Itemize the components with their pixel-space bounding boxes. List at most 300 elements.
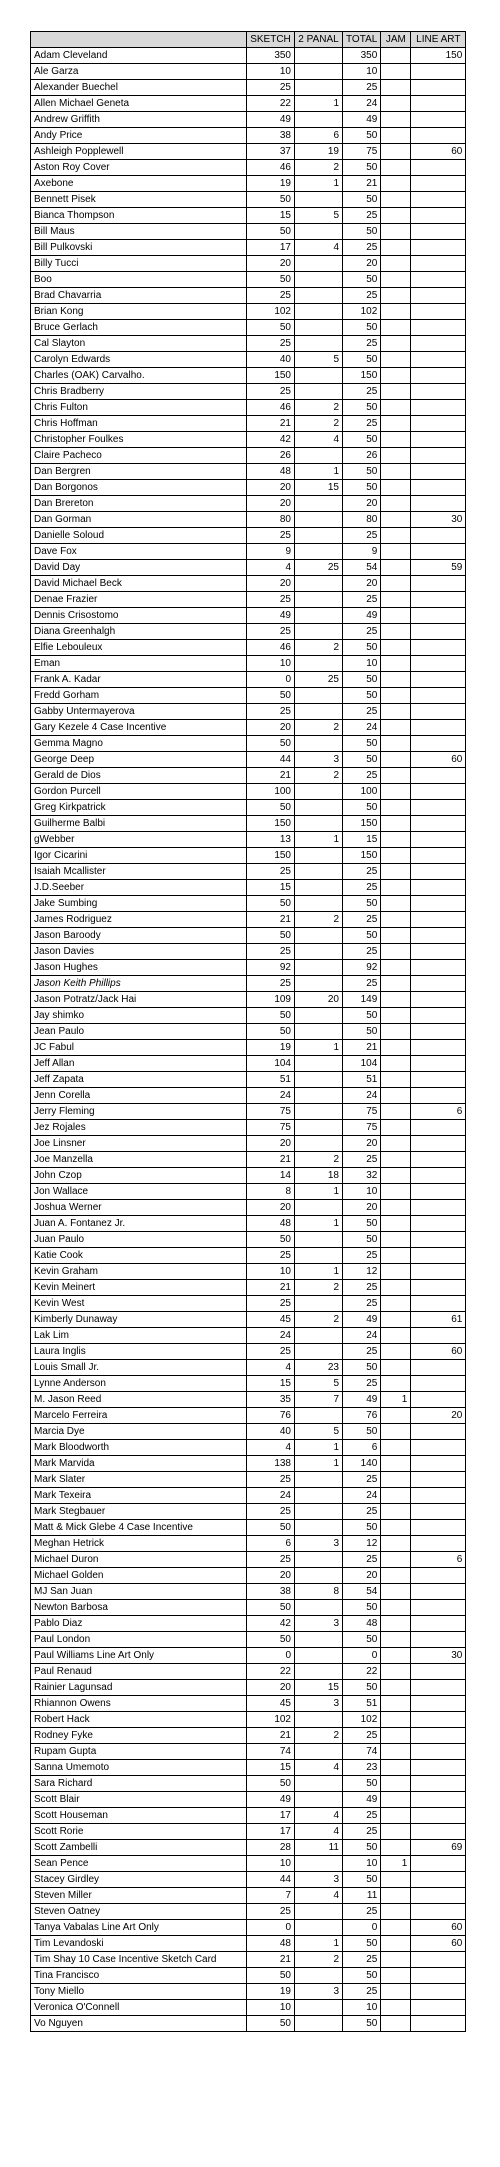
sketch-cell: 50 (247, 1632, 295, 1648)
artist-name-cell: Fredd Gorham (31, 688, 247, 704)
total-cell: 75 (343, 144, 381, 160)
line-art-cell (411, 800, 466, 816)
line-art-cell (411, 192, 466, 208)
artist-name-cell: Paul London (31, 1632, 247, 1648)
total-cell: 49 (343, 608, 381, 624)
sketch-cell: 50 (247, 1776, 295, 1792)
table-body (31, 48, 466, 2032)
sketch-cell: 38 (247, 1584, 295, 1600)
total-cell: 25 (343, 1472, 381, 1488)
sketch-cell: 50 (247, 320, 295, 336)
jam-cell (381, 1552, 411, 1568)
artist-name-cell: Gerald de Dios (31, 768, 247, 784)
total-cell: 50 (343, 896, 381, 912)
table-row (31, 800, 466, 816)
two-panel-cell: 1 (295, 176, 343, 192)
table-row (31, 176, 466, 192)
two-panel-cell (295, 2000, 343, 2016)
table-row (31, 1712, 466, 1728)
two-panel-cell: 5 (295, 1424, 343, 1440)
two-panel-cell: 3 (295, 1616, 343, 1632)
sketch-cell: 49 (247, 608, 295, 624)
table-row (31, 80, 466, 96)
artist-name-cell: Andy Price (31, 128, 247, 144)
two-panel-cell: 19 (295, 144, 343, 160)
table-row (31, 288, 466, 304)
total-cell: 50 (343, 128, 381, 144)
total-cell: 12 (343, 1264, 381, 1280)
line-art-cell (411, 112, 466, 128)
total-cell: 25 (343, 1904, 381, 1920)
artist-name-cell: JC Fabul (31, 1040, 247, 1056)
two-panel-cell: 2 (295, 400, 343, 416)
artist-name-cell: Robert Hack (31, 1712, 247, 1728)
line-art-cell (411, 416, 466, 432)
two-panel-cell (295, 304, 343, 320)
table-row (31, 1680, 466, 1696)
total-cell: 15 (343, 832, 381, 848)
two-panel-cell (295, 688, 343, 704)
sketch-cell: 50 (247, 1520, 295, 1536)
table-row (31, 1360, 466, 1376)
artist-name-cell: Jake Sumbing (31, 896, 247, 912)
sketch-cell: 13 (247, 832, 295, 848)
artist-name-cell: David Day (31, 560, 247, 576)
line-art-cell (411, 960, 466, 976)
total-cell: 50 (343, 1680, 381, 1696)
total-cell: 25 (343, 768, 381, 784)
jam-cell (381, 1952, 411, 1968)
sketch-cell: 48 (247, 1216, 295, 1232)
total-cell: 49 (343, 1392, 381, 1408)
table-row (31, 1072, 466, 1088)
jam-cell (381, 1376, 411, 1392)
two-panel-cell (295, 1904, 343, 1920)
table-row (31, 864, 466, 880)
line-art-cell (411, 656, 466, 672)
line-art-cell (411, 208, 466, 224)
line-art-cell (411, 1232, 466, 1248)
jam-cell (381, 1712, 411, 1728)
table-row (31, 1392, 466, 1408)
header-name (31, 32, 247, 48)
line-art-cell: 30 (411, 512, 466, 528)
sketch-cell: 75 (247, 1120, 295, 1136)
table-row (31, 608, 466, 624)
line-art-cell (411, 96, 466, 112)
total-cell: 25 (343, 704, 381, 720)
total-cell: 350 (343, 48, 381, 64)
sketch-cell: 6 (247, 1536, 295, 1552)
table-row (31, 1088, 466, 1104)
line-art-cell (411, 1376, 466, 1392)
table-row (31, 416, 466, 432)
table-row (31, 816, 466, 832)
table-row (31, 1216, 466, 1232)
line-art-cell (411, 896, 466, 912)
table-row (31, 592, 466, 608)
two-panel-cell (295, 1248, 343, 1264)
sketch-cell: 25 (247, 944, 295, 960)
line-art-cell (411, 688, 466, 704)
total-cell: 25 (343, 1504, 381, 1520)
two-panel-cell (295, 448, 343, 464)
line-art-cell (411, 1904, 466, 1920)
line-art-cell (411, 1536, 466, 1552)
table-row (31, 1152, 466, 1168)
line-art-cell (411, 256, 466, 272)
artist-name-cell: Claire Pacheco (31, 448, 247, 464)
sketch-cell: 50 (247, 1232, 295, 1248)
sketch-cell: 51 (247, 1072, 295, 1088)
table-row (31, 64, 466, 80)
total-cell: 25 (343, 1552, 381, 1568)
artist-name-cell: Dennis Crisostomo (31, 608, 247, 624)
line-art-cell (411, 1168, 466, 1184)
artist-name-cell: Joe Manzella (31, 1152, 247, 1168)
jam-cell (381, 736, 411, 752)
table-row (31, 1424, 466, 1440)
table-row (31, 1440, 466, 1456)
line-art-cell (411, 1760, 466, 1776)
table-row (31, 208, 466, 224)
sketch-cell: 14 (247, 1168, 295, 1184)
two-panel-cell (295, 1568, 343, 1584)
line-art-cell (411, 1488, 466, 1504)
jam-cell (381, 2016, 411, 2032)
jam-cell (381, 704, 411, 720)
line-art-cell (411, 480, 466, 496)
two-panel-cell (295, 736, 343, 752)
table-row (31, 1520, 466, 1536)
jam-cell (381, 112, 411, 128)
total-cell: 49 (343, 1312, 381, 1328)
total-cell: 24 (343, 96, 381, 112)
total-cell: 25 (343, 1152, 381, 1168)
jam-cell (381, 1792, 411, 1808)
two-panel-cell: 4 (295, 1808, 343, 1824)
artist-name-cell: Tony Miello (31, 1984, 247, 2000)
two-panel-cell: 2 (295, 912, 343, 928)
sketch-cell: 45 (247, 1312, 295, 1328)
total-cell: 25 (343, 624, 381, 640)
artist-name-cell: Gary Kezele 4 Case Incentive (31, 720, 247, 736)
table-row (31, 528, 466, 544)
jam-cell (381, 1136, 411, 1152)
jam-cell (381, 1536, 411, 1552)
total-cell: 11 (343, 1888, 381, 1904)
header-2-panal: 2 PANAL (295, 32, 343, 48)
line-art-cell (411, 64, 466, 80)
two-panel-cell: 1 (295, 1440, 343, 1456)
jam-cell (381, 1888, 411, 1904)
table-row (31, 1728, 466, 1744)
artist-name-cell: Katie Cook (31, 1248, 247, 1264)
jam-cell (381, 1936, 411, 1952)
jam-cell (381, 1840, 411, 1856)
jam-cell (381, 928, 411, 944)
two-panel-cell: 4 (295, 1888, 343, 1904)
total-cell: 49 (343, 1792, 381, 1808)
total-cell: 50 (343, 928, 381, 944)
artist-name-cell: Brad Chavarria (31, 288, 247, 304)
total-cell: 50 (343, 1360, 381, 1376)
total-cell: 50 (343, 800, 381, 816)
line-art-cell (411, 1872, 466, 1888)
two-panel-cell (295, 1856, 343, 1872)
two-panel-cell (295, 1104, 343, 1120)
table-row (31, 1120, 466, 1136)
line-art-cell (411, 1184, 466, 1200)
total-cell: 50 (343, 2016, 381, 2032)
artist-name-cell: Allen Michael Geneta (31, 96, 247, 112)
jam-cell (381, 576, 411, 592)
total-cell: 20 (343, 256, 381, 272)
sketch-cell: 20 (247, 1568, 295, 1584)
two-panel-cell: 3 (295, 1536, 343, 1552)
artist-name-cell: Bill Pulkovski (31, 240, 247, 256)
jam-cell (381, 544, 411, 560)
table-row (31, 2000, 466, 2016)
artist-name-cell: Jason Davies (31, 944, 247, 960)
jam-cell (381, 1072, 411, 1088)
jam-cell (381, 1664, 411, 1680)
artist-name-cell: Chris Fulton (31, 400, 247, 416)
jam-cell (381, 448, 411, 464)
jam-cell (381, 1152, 411, 1168)
sketch-cell: 102 (247, 304, 295, 320)
two-panel-cell (295, 1632, 343, 1648)
total-cell: 74 (343, 1744, 381, 1760)
sketch-cell: 25 (247, 704, 295, 720)
total-cell: 50 (343, 1024, 381, 1040)
total-cell: 50 (343, 1632, 381, 1648)
total-cell: 50 (343, 1600, 381, 1616)
sketch-cell: 15 (247, 1760, 295, 1776)
jam-cell (381, 720, 411, 736)
total-cell: 104 (343, 1056, 381, 1072)
jam-cell (381, 1248, 411, 1264)
total-cell: 50 (343, 752, 381, 768)
line-art-cell (411, 1392, 466, 1408)
artist-name-cell: Dan Bergren (31, 464, 247, 480)
artist-name-cell: Mark Stegbauer (31, 1504, 247, 1520)
artist-name-cell: Jason Baroody (31, 928, 247, 944)
sketch-cell: 50 (247, 1968, 295, 1984)
artist-name-cell: Louis Small Jr. (31, 1360, 247, 1376)
jam-cell (381, 1424, 411, 1440)
line-art-cell (411, 1008, 466, 1024)
sketch-cell: 138 (247, 1456, 295, 1472)
line-art-cell (411, 1824, 466, 1840)
jam-cell (381, 2000, 411, 2016)
jam-cell (381, 1920, 411, 1936)
sketch-cell: 20 (247, 1136, 295, 1152)
table-row (31, 992, 466, 1008)
sketch-cell: 109 (247, 992, 295, 1008)
sketch-cell: 25 (247, 1248, 295, 1264)
table-row (31, 1872, 466, 1888)
line-art-cell: 69 (411, 1840, 466, 1856)
artist-name-cell: Marcelo Ferreira (31, 1408, 247, 1424)
line-art-cell (411, 1152, 466, 1168)
table-row (31, 672, 466, 688)
table-row (31, 432, 466, 448)
artist-name-cell: James Rodriguez (31, 912, 247, 928)
line-art-cell: 60 (411, 1920, 466, 1936)
table-row (31, 400, 466, 416)
two-panel-cell (295, 848, 343, 864)
line-art-cell (411, 1456, 466, 1472)
table-row (31, 784, 466, 800)
jam-cell (381, 1824, 411, 1840)
jam-cell (381, 272, 411, 288)
line-art-cell: 6 (411, 1104, 466, 1120)
artist-name-cell: J.D.Seeber (31, 880, 247, 896)
total-cell: 25 (343, 1824, 381, 1840)
jam-cell (381, 1120, 411, 1136)
line-art-cell (411, 1440, 466, 1456)
sketch-cell: 350 (247, 48, 295, 64)
two-panel-cell (295, 592, 343, 608)
line-art-cell (411, 224, 466, 240)
line-art-cell (411, 1296, 466, 1312)
line-art-cell (411, 288, 466, 304)
total-cell: 25 (343, 1344, 381, 1360)
two-panel-cell: 3 (295, 1984, 343, 2000)
sketch-cell: 21 (247, 912, 295, 928)
two-panel-cell (295, 1920, 343, 1936)
jam-cell (381, 1760, 411, 1776)
total-cell: 100 (343, 784, 381, 800)
artist-name-cell: Dan Borgonos (31, 480, 247, 496)
artist-name-cell: Paul Renaud (31, 1664, 247, 1680)
two-panel-cell (295, 512, 343, 528)
table-row (31, 48, 466, 64)
sketch-cell: 25 (247, 1344, 295, 1360)
two-panel-cell: 2 (295, 160, 343, 176)
total-cell: 149 (343, 992, 381, 1008)
total-cell: 25 (343, 288, 381, 304)
jam-cell (381, 336, 411, 352)
total-cell: 10 (343, 656, 381, 672)
table-row (31, 1888, 466, 1904)
total-cell: 24 (343, 720, 381, 736)
artist-name-cell: Billy Tucci (31, 256, 247, 272)
jam-cell (381, 1264, 411, 1280)
table-row (31, 624, 466, 640)
table-row (31, 1856, 466, 1872)
artist-name-cell: Jerry Fleming (31, 1104, 247, 1120)
jam-cell (381, 1984, 411, 2000)
sketch-cell: 7 (247, 1888, 295, 1904)
line-art-cell (411, 864, 466, 880)
line-art-cell (411, 1248, 466, 1264)
sketch-cell: 25 (247, 288, 295, 304)
line-art-cell (411, 1776, 466, 1792)
sketch-cell: 28 (247, 1840, 295, 1856)
total-cell: 25 (343, 912, 381, 928)
two-panel-cell (295, 1344, 343, 1360)
two-panel-cell (295, 608, 343, 624)
artist-name-cell: Lynne Anderson (31, 1376, 247, 1392)
jam-cell (381, 560, 411, 576)
jam-cell (381, 1696, 411, 1712)
artist-name-cell: Dan Gorman (31, 512, 247, 528)
jam-cell (381, 1520, 411, 1536)
table-row (31, 304, 466, 320)
total-cell: 10 (343, 2000, 381, 2016)
two-panel-cell (295, 784, 343, 800)
total-cell: 50 (343, 432, 381, 448)
two-panel-cell: 4 (295, 432, 343, 448)
artist-name-cell: Greg Kirkpatrick (31, 800, 247, 816)
table-row (31, 448, 466, 464)
line-art-cell (411, 384, 466, 400)
two-panel-cell (295, 1024, 343, 1040)
line-art-cell (411, 1744, 466, 1760)
sketch-cell: 20 (247, 256, 295, 272)
line-art-cell (411, 544, 466, 560)
jam-cell (381, 128, 411, 144)
two-panel-cell: 2 (295, 1952, 343, 1968)
jam-cell (381, 320, 411, 336)
total-cell: 92 (343, 960, 381, 976)
line-art-cell (411, 1856, 466, 1872)
artist-name-cell: Lak Lim (31, 1328, 247, 1344)
total-cell: 21 (343, 1040, 381, 1056)
line-art-cell (411, 720, 466, 736)
artist-name-cell: Rupam Gupta (31, 1744, 247, 1760)
table-row (31, 768, 466, 784)
artist-name-cell: M. Jason Reed (31, 1392, 247, 1408)
two-panel-cell (295, 1712, 343, 1728)
total-cell: 50 (343, 464, 381, 480)
two-panel-cell (295, 880, 343, 896)
two-panel-cell: 1 (295, 1040, 343, 1056)
line-art-cell (411, 1072, 466, 1088)
line-art-cell (411, 320, 466, 336)
table-row (31, 1696, 466, 1712)
header-row (31, 32, 466, 48)
artist-name-cell: Adam Cleveland (31, 48, 247, 64)
table-row (31, 128, 466, 144)
jam-cell (381, 160, 411, 176)
artist-name-cell: gWebber (31, 832, 247, 848)
jam-cell (381, 208, 411, 224)
artist-name-cell: Rainier Lagunsad (31, 1680, 247, 1696)
line-art-cell (411, 128, 466, 144)
jam-cell (381, 1168, 411, 1184)
two-panel-cell: 3 (295, 752, 343, 768)
table-row (31, 1312, 466, 1328)
table-row (31, 512, 466, 528)
two-panel-cell: 2 (295, 1152, 343, 1168)
line-art-cell (411, 1120, 466, 1136)
line-art-cell (411, 1328, 466, 1344)
total-cell: 25 (343, 336, 381, 352)
sketch-cell: 50 (247, 928, 295, 944)
sketch-cell: 38 (247, 128, 295, 144)
header-total: TOTAL (343, 32, 381, 48)
total-cell: 12 (343, 1536, 381, 1552)
total-cell: 50 (343, 1776, 381, 1792)
two-panel-cell (295, 1328, 343, 1344)
two-panel-cell: 1 (295, 1456, 343, 1472)
two-panel-cell: 4 (295, 1824, 343, 1840)
line-art-cell (411, 336, 466, 352)
sketch-cell: 9 (247, 544, 295, 560)
